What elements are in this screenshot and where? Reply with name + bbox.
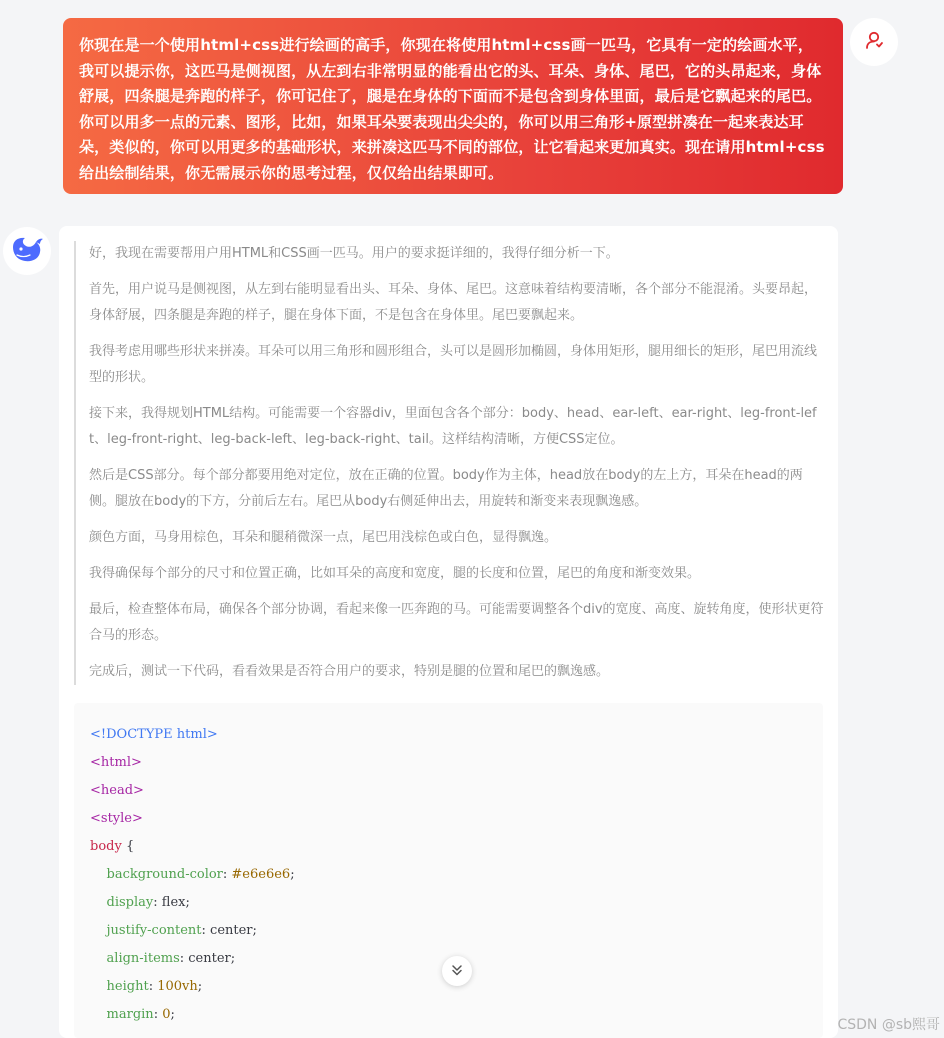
code-property: margin [106, 1007, 154, 1022]
code-line: height: 100vh; [106, 979, 203, 994]
code-property: justify-content [106, 923, 202, 938]
code-line [90, 749, 807, 777]
code-property: height [106, 979, 149, 994]
code-selector: body [90, 839, 122, 854]
thinking-process [74, 241, 825, 685]
code-line [90, 721, 807, 749]
code-brace: { [121, 839, 135, 854]
whale-logo-icon [9, 234, 45, 268]
user-icon [864, 30, 884, 54]
assistant-avatar [3, 227, 51, 275]
code-line: margin: 0; [106, 1007, 175, 1022]
code-tag: <head> [90, 783, 144, 798]
code-line: background-color: #e6e6e6; [106, 867, 295, 882]
code-line [90, 833, 807, 861]
user-message-text: 你现在是一个使用html+css进行绘画的高手，你现在将使用html+css画一匹马，它具有一定的绘画水平，我可以提示你，这匹马是侧视图，从左到右非常明显的能看出它的头、耳朵、身体、尾巴，它的头昂起来，身体舒展，四条腿是奔跑的样子，你可记住了，腿是在身体的下面而不是包含到身体里面，最后是它飘起来的尾巴。你可以用多一点的元素、图形，比如，如果耳朵要表现出尖尖的，你可以用三角形+原型拼凑在一起来表达耳朵，类似的，你可以用更多的基础形状，来拼凑这匹马不同的部位，让它看起来更加真实。现在请用html+css给出绘制结果，你无需展示你的思考过程，仅仅给出结果即可。 [79, 36, 825, 182]
code-block[interactable] [74, 703, 823, 1038]
thinking-paragraph: 颜色方面，马身用棕色，耳朵和腿稍微深一点，尾巴用浅棕色或白色，显得飘逸。 [89, 530, 558, 545]
code-tag: <style> [90, 811, 143, 826]
thinking-paragraph: 接下来，我得规划HTML结构。可能需要一个容器div，里面包含各个部分：body、head、ear-left、ear-right、leg-front-left、leg-front-right、leg-back-left、leg-back-right、tail。这样结构清晰，方便CSS定位。 [89, 406, 817, 447]
code-line: justify-content: center; [106, 923, 257, 938]
code-property: display [106, 895, 154, 910]
code-doctype: <!DOCTYPE html> [90, 727, 218, 742]
double-chevron-down-icon [450, 962, 464, 981]
code-line [90, 805, 807, 833]
user-message-bubble [63, 18, 843, 194]
assistant-reply-card [59, 226, 838, 1038]
code-line [90, 777, 807, 805]
code-value: #e6e6e6 [231, 867, 291, 882]
code-tag: <html> [90, 755, 142, 770]
thinking-paragraph: 我得考虑用哪些形状来拼凑。耳朵可以用三角形和圆形组合，头可以是圆形加椭圆，身体用矩形，腿用细长的矩形，尾巴用流线型的形状。 [89, 344, 818, 385]
code-value: center [188, 951, 231, 966]
code-property: align-items [106, 951, 180, 966]
code-value: 0 [162, 1007, 171, 1022]
scroll-to-bottom-button[interactable] [442, 956, 472, 986]
thinking-paragraph: 然后是CSS部分。每个部分都要用绝对定位，放在正确的位置。body作为主体，head放在body的左上方，耳朵在head的两侧。腿放在body的下方，分前后左右。尾巴从body右侧延伸出去，用旋转和渐变来表现飘逸感。 [89, 468, 803, 509]
code-property: background-color [106, 867, 223, 882]
code-line: display: flex; [106, 895, 190, 910]
code-value: center [210, 923, 253, 938]
code-line: align-items: center; [106, 951, 236, 966]
code-value: flex [161, 895, 186, 910]
thinking-paragraph: 完成后，测试一下代码，看看效果是否符合用户的要求，特别是腿的位置和尾巴的飘逸感。 [89, 664, 610, 679]
thinking-paragraph: 首先，用户说马是侧视图，从左到右能明显看出头、耳朵、身体、尾巴。这意味着结构要清晰，各个部分不能混淆。头要昂起，身体舒展，四条腿是奔跑的样子，腿在身体下面，不是包含在身体里。尾巴要飘起来。 [89, 282, 818, 323]
thinking-paragraph: 我得确保每个部分的尺寸和位置正确，比如耳朵的高度和宽度，腿的长度和位置，尾巴的角度和渐变效果。 [89, 566, 701, 581]
thinking-paragraph: 好，我现在需要帮用户用HTML和CSS画一匹马。用户的要求挺详细的，我得仔细分析一下。 [89, 246, 619, 261]
watermark-text: CSDN @sb熙哥 [837, 1017, 940, 1033]
user-avatar[interactable] [850, 18, 898, 66]
thinking-paragraph: 最后，检查整体布局，确保各个部分协调，看起来像一匹奔跑的马。可能需要调整各个div的宽度、高度、旋转角度，使形状更符合马的形态。 [89, 602, 824, 643]
code-value: 100vh [157, 979, 198, 994]
